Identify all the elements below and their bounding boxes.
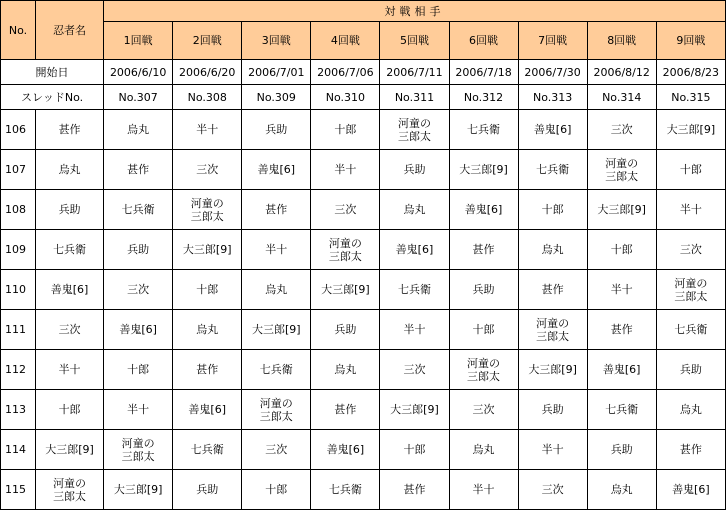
opponent-cell: 兵助 xyxy=(104,230,173,270)
opponent-cell: 河童の 三郎太 xyxy=(242,390,311,430)
opponent-cell: 善鬼[6] xyxy=(104,310,173,350)
opponent-cell: 甚作 xyxy=(104,150,173,190)
opponent-header: 対戦相手 xyxy=(104,1,726,22)
opponent-cell: 善鬼[6] xyxy=(173,390,242,430)
ninja-no: 111 xyxy=(1,310,36,350)
table-row xyxy=(1,350,726,390)
opponent-cell: 大三郎[9] xyxy=(518,350,587,390)
opponent-cell: 烏丸 xyxy=(518,230,587,270)
opponent-cell: 十郎 xyxy=(587,230,656,270)
table-row xyxy=(1,110,726,150)
start-date-cell: 2006/6/10 xyxy=(104,60,173,85)
table-row xyxy=(1,470,726,510)
thread-no-cell: No.313 xyxy=(518,85,587,110)
opponent-cell: 河童の 三郎太 xyxy=(449,350,518,390)
opponent-cell: 半十 xyxy=(380,310,449,350)
round-header: 5回戦 xyxy=(380,22,449,60)
opponent-cell: 大三郎[9] xyxy=(656,110,725,150)
ninja-name: 烏丸 xyxy=(36,150,104,190)
opponent-cell: 甚作 xyxy=(311,390,380,430)
ninja-no: 110 xyxy=(1,270,36,310)
opponent-cell: 大三郎[9] xyxy=(587,190,656,230)
ninja-name: 兵助 xyxy=(36,190,104,230)
opponent-cell: 兵助 xyxy=(242,110,311,150)
opponent-cell: 善鬼[6] xyxy=(242,150,311,190)
opponent-cell: 甚作 xyxy=(656,430,725,470)
ninja-name: 半十 xyxy=(36,350,104,390)
start-date-cell: 2006/6/20 xyxy=(173,60,242,85)
opponent-cell: 十郎 xyxy=(380,430,449,470)
opponent-cell: 七兵衛 xyxy=(518,150,587,190)
opponent-cell: 善鬼[6] xyxy=(380,230,449,270)
table-row xyxy=(1,190,726,230)
ninja-name: 十郎 xyxy=(36,390,104,430)
opponent-cell: 三次 xyxy=(449,390,518,430)
opponent-cell: 善鬼[6] xyxy=(656,470,725,510)
thread-no-cell: No.312 xyxy=(449,85,518,110)
opponent-cell: 甚作 xyxy=(173,350,242,390)
opponent-cell: 烏丸 xyxy=(449,430,518,470)
round-header: 4回戦 xyxy=(311,22,380,60)
opponent-cell: 兵助 xyxy=(449,270,518,310)
opponent-cell: 烏丸 xyxy=(311,350,380,390)
start-date-cell: 2006/7/01 xyxy=(242,60,311,85)
opponent-cell: 十郎 xyxy=(518,190,587,230)
opponent-cell: 烏丸 xyxy=(242,270,311,310)
opponent-cell: 河童の 三郎太 xyxy=(656,270,725,310)
ninja-no: 114 xyxy=(1,430,36,470)
opponent-cell: 兵助 xyxy=(173,470,242,510)
opponent-cell: 半十 xyxy=(449,470,518,510)
opponent-cell: 大三郎[9] xyxy=(242,310,311,350)
opponent-cell: 兵助 xyxy=(587,430,656,470)
thread-no-label: スレッドNo. xyxy=(1,85,104,110)
opponent-cell: 烏丸 xyxy=(173,310,242,350)
opponent-cell: 十郎 xyxy=(104,350,173,390)
opponent-cell: 七兵衛 xyxy=(242,350,311,390)
opponent-cell: 半十 xyxy=(173,110,242,150)
ninja-no: 106 xyxy=(1,110,36,150)
thread-no-row xyxy=(1,85,726,110)
opponent-cell: 半十 xyxy=(104,390,173,430)
opponent-cell: 十郎 xyxy=(449,310,518,350)
opponent-cell: 七兵衛 xyxy=(656,310,725,350)
ninja-name: 七兵衛 xyxy=(36,230,104,270)
header-row-top xyxy=(1,1,726,22)
opponent-cell: 大三郎[9] xyxy=(449,150,518,190)
round-header: 9回戦 xyxy=(656,22,725,60)
opponent-cell: 十郎 xyxy=(311,110,380,150)
opponent-cell: 三次 xyxy=(173,150,242,190)
opponent-cell: 甚作 xyxy=(242,190,311,230)
opponent-cell: 善鬼[6] xyxy=(518,110,587,150)
opponent-cell: 十郎 xyxy=(656,150,725,190)
opponent-cell: 半十 xyxy=(311,150,380,190)
start-date-cell: 2006/7/11 xyxy=(380,60,449,85)
ninja-name: 甚作 xyxy=(36,110,104,150)
opponent-cell: 三次 xyxy=(380,350,449,390)
opponent-cell: 半十 xyxy=(656,190,725,230)
opponent-cell: 半十 xyxy=(242,230,311,270)
round-header: 6回戦 xyxy=(449,22,518,60)
round-header: 3回戦 xyxy=(242,22,311,60)
thread-no-cell: No.310 xyxy=(311,85,380,110)
start-date-cell: 2006/7/06 xyxy=(311,60,380,85)
opponent-cell: 善鬼[6] xyxy=(449,190,518,230)
opponent-cell: 十郎 xyxy=(173,270,242,310)
table-row xyxy=(1,270,726,310)
opponent-cell: 河童の 三郎太 xyxy=(380,110,449,150)
thread-no-cell: No.315 xyxy=(656,85,725,110)
opponent-cell: 河童の 三郎太 xyxy=(104,430,173,470)
opponent-cell: 三次 xyxy=(656,230,725,270)
opponent-cell: 三次 xyxy=(587,110,656,150)
opponent-cell: 烏丸 xyxy=(380,190,449,230)
opponent-cell: 甚作 xyxy=(587,310,656,350)
opponent-cell: 甚作 xyxy=(449,230,518,270)
opponent-cell: 河童の 三郎太 xyxy=(518,310,587,350)
opponent-cell: 兵助 xyxy=(518,390,587,430)
opponent-cell: 七兵衛 xyxy=(104,190,173,230)
opponent-cell: 七兵衛 xyxy=(311,470,380,510)
opponent-cell: 善鬼[6] xyxy=(587,350,656,390)
thread-no-cell: No.314 xyxy=(587,85,656,110)
opponent-cell: 三次 xyxy=(242,430,311,470)
table-row xyxy=(1,310,726,350)
ninja-no: 108 xyxy=(1,190,36,230)
opponent-cell: 七兵衛 xyxy=(449,110,518,150)
thread-no-cell: No.308 xyxy=(173,85,242,110)
ninja-no: 115 xyxy=(1,470,36,510)
opponent-cell: 兵助 xyxy=(380,150,449,190)
round-header: 2回戦 xyxy=(173,22,242,60)
opponent-cell: 河童の 三郎太 xyxy=(173,190,242,230)
start-date-cell: 2006/7/30 xyxy=(518,60,587,85)
opponent-cell: 大三郎[9] xyxy=(173,230,242,270)
opponent-cell: 烏丸 xyxy=(587,470,656,510)
thread-no-cell: No.309 xyxy=(242,85,311,110)
table-row xyxy=(1,390,726,430)
start-date-row xyxy=(1,60,726,85)
ninja-no: 113 xyxy=(1,390,36,430)
no-header: No. xyxy=(1,1,36,60)
opponent-cell: 三次 xyxy=(104,270,173,310)
opponent-cell: 兵助 xyxy=(311,310,380,350)
ninja-no: 107 xyxy=(1,150,36,190)
table-row xyxy=(1,150,726,190)
opponent-cell: 七兵衛 xyxy=(173,430,242,470)
round-header: 7回戦 xyxy=(518,22,587,60)
opponent-cell: 半十 xyxy=(518,430,587,470)
opponent-cell: 烏丸 xyxy=(656,390,725,430)
ninja-no: 112 xyxy=(1,350,36,390)
round-header: 1回戦 xyxy=(104,22,173,60)
opponent-cell: 七兵衛 xyxy=(380,270,449,310)
table-row xyxy=(1,230,726,270)
opponent-cell: 三次 xyxy=(518,470,587,510)
ninja-name: 河童の 三郎太 xyxy=(36,470,104,510)
opponent-cell: 河童の 三郎太 xyxy=(311,230,380,270)
thread-no-cell: No.311 xyxy=(380,85,449,110)
opponent-cell: 七兵衛 xyxy=(587,390,656,430)
ninja-name: 大三郎[9] xyxy=(36,430,104,470)
opponent-cell: 甚作 xyxy=(380,470,449,510)
start-date-cell: 2006/8/12 xyxy=(587,60,656,85)
opponent-cell: 大三郎[9] xyxy=(311,270,380,310)
opponent-cell: 半十 xyxy=(587,270,656,310)
opponent-cell: 兵助 xyxy=(656,350,725,390)
start-date-cell: 2006/7/18 xyxy=(449,60,518,85)
table-row xyxy=(1,430,726,470)
opponent-cell: 河童の 三郎太 xyxy=(587,150,656,190)
name-header: 忍者名 xyxy=(36,1,104,60)
ninja-no: 109 xyxy=(1,230,36,270)
round-header-row xyxy=(1,22,726,60)
round-header: 8回戦 xyxy=(587,22,656,60)
start-date-label: 開始日 xyxy=(1,60,104,85)
opponent-cell: 甚作 xyxy=(518,270,587,310)
opponent-cell: 善鬼[6] xyxy=(311,430,380,470)
start-date-cell: 2006/8/23 xyxy=(656,60,725,85)
opponent-cell: 大三郎[9] xyxy=(380,390,449,430)
opponent-cell: 大三郎[9] xyxy=(104,470,173,510)
opponent-cell: 烏丸 xyxy=(104,110,173,150)
thread-no-cell: No.307 xyxy=(104,85,173,110)
ninja-name: 善鬼[6] xyxy=(36,270,104,310)
opponent-cell: 十郎 xyxy=(242,470,311,510)
opponent-cell: 三次 xyxy=(311,190,380,230)
ninja-name: 三次 xyxy=(36,310,104,350)
